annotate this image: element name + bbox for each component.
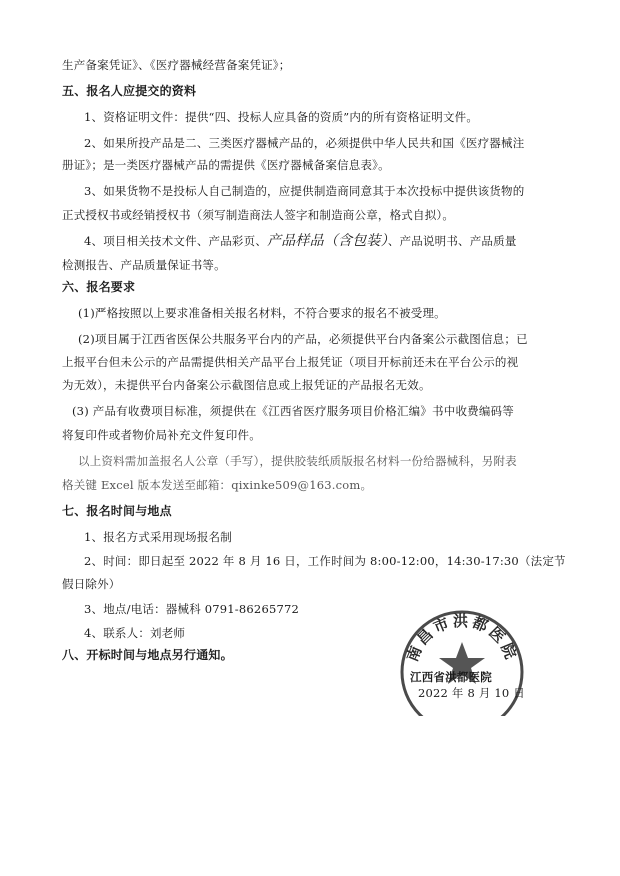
text-line: 3、地点/电话：器械科 0791-86265772 <box>84 602 300 616</box>
text-line: 为无效），未提供平台内备案公示截图信息或上报凭证的产品报名无效。 <box>62 378 431 392</box>
text-line: 2、如果所投产品是二、三类医疗器械产品的，必须提供中华人民共和国《医疗器械注 <box>84 136 525 150</box>
seal-date: 2022 年 8 月 10 日 <box>418 686 525 700</box>
text-line: 册证》；是一类医疗器械产品的需提供《医疗器械备案信息表》。 <box>62 158 390 172</box>
text-line: 1、资格证明文件：提供“四、投标人应具备的资质”内的所有资格证明文件。 <box>84 110 479 124</box>
text-line: 1、报名方式采用现场报名制 <box>84 530 232 544</box>
text-line: (1)严格按照以上要求准备相关报名材料，不符合要求的报名不被受理。 <box>78 306 446 320</box>
text-line: 正式授权书或经销授权书（须写制造商法人签字和制造商公章，格式自拟）。 <box>62 208 455 222</box>
text-line: 2、时间：即日起至 2022 年 8 月 16 日，工作时间为 8:00-12:00，14:30-17:30（法定节 <box>84 554 566 568</box>
text-line: (2)项目属于江西省医保公共服务平台内的产品，必须提供平台内备案公示截图信息；已 <box>78 332 528 346</box>
seal-ring-text: 南昌市洪都医院 <box>403 612 521 665</box>
emphasized-text: 产品样品（含包装） <box>267 233 388 249</box>
text-line: 以上资料需加盖报名人公章（手写），提供胶装纸质版报名材料一份给器械科，另附表 <box>78 454 517 468</box>
text-line: 假日除外） <box>62 577 121 591</box>
section-heading-6: 六、报名要求 <box>62 280 136 294</box>
text-line <box>84 234 517 248</box>
text-segment: 4、项目相关技术文件、产品彩页、 <box>84 234 268 248</box>
text-segment: 、产品说明书、产品质量 <box>387 234 517 248</box>
text-line: 4、联系人：刘老师 <box>84 626 186 640</box>
seal-org-name: 江西省洪都医院 <box>410 670 492 684</box>
section-heading-7: 七、报名时间与地点 <box>62 504 172 518</box>
text-line: 3、如果货物不是投标人自己制造的，应提供制造商同意其于本次投标中提供该货物的 <box>84 184 525 198</box>
text-line: 生产备案凭证》、《医疗器械经营备案凭证》； <box>62 58 291 72</box>
section-heading-5: 五、报名人应提交的资料 <box>62 84 197 98</box>
text-line: (3) 产品有收费项目标准，须提供在《江西省医疗服务项目价格汇编》书中收费编码等 <box>72 404 514 418</box>
text-line: 上报平台但未公示的产品需提供相关产品平台上报凭证（项目开标前还未在平台公示的视 <box>62 355 519 369</box>
text-line: 检测报告、产品质量保证书等。 <box>62 258 226 272</box>
section-heading-8: 八、开标时间与地点另行通知。 <box>62 648 233 662</box>
text-line: 格关键 Excel 版本发送至邮箱：qixinke509@163.com。 <box>62 478 373 492</box>
text-line: 将复印件或者物价局补充文件复印件。 <box>62 428 261 442</box>
